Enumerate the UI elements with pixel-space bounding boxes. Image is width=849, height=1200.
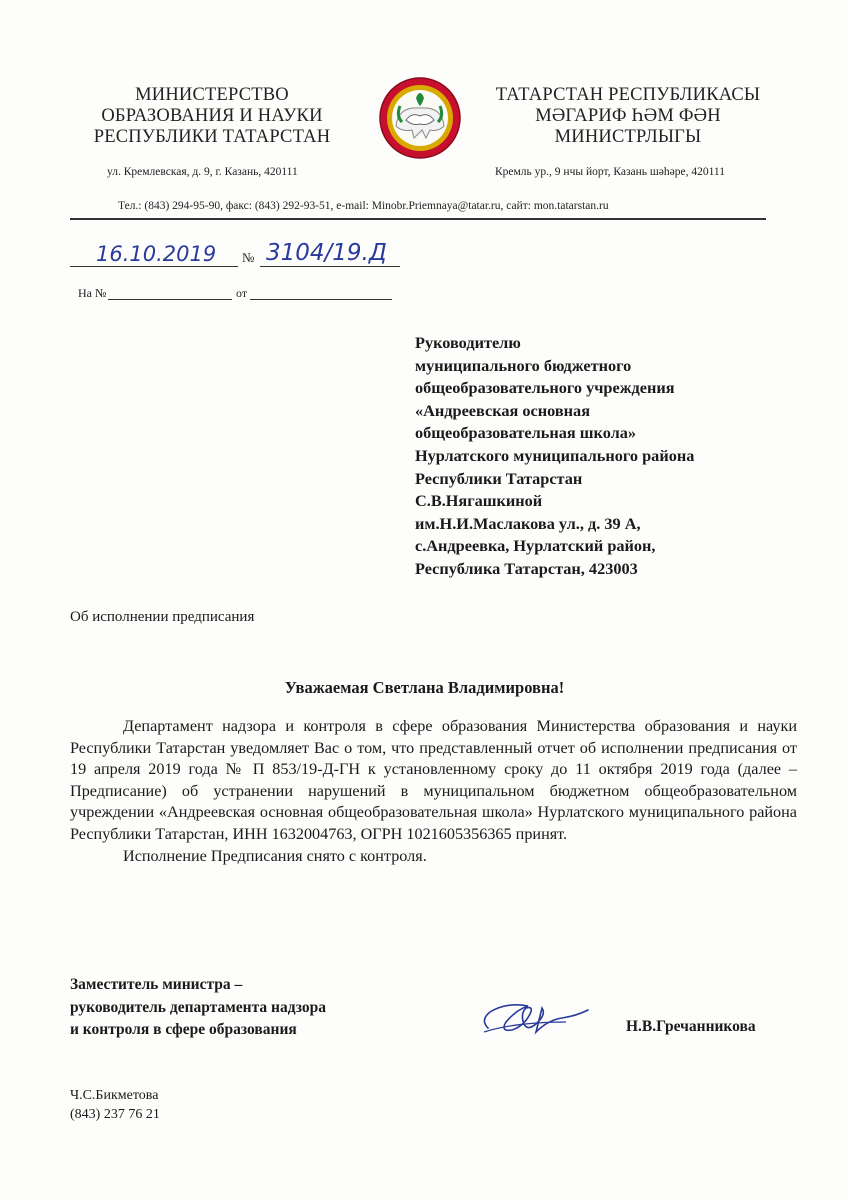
handwritten-signature-icon (476, 992, 596, 1042)
recipient-line: Нурлатского муниципального района (415, 445, 695, 465)
address-tt: Кремль ур., 9 нчы йорт, Казань шәһәре, 420111 (495, 166, 725, 178)
date-underline (70, 266, 238, 267)
ministry-title-ru (82, 85, 342, 148)
executor-block (70, 1086, 160, 1124)
body-paragraph: Департамент надзора и контроля в сфере образования Министерства образования и науки Республики Татарстан уведомляет Вас о том, что представленный отчет об исполнении предписания от 19 апреля 2019 года № П 853/19-Д-ГН к установленному сроку до 11 октября 2019 года (далее – Предписание) об устранении нарушений в муниципальном бюджетном общеобразовательном учреждении «Андреевская основная общеобразовательная школа» Нурлатского муниципального района Республики Татарстан, ИНН 1632004763, ОГРН 1021605356365 принят. (70, 717, 797, 843)
ref-underline (108, 299, 232, 300)
recipient-line: общеобразовательная школа» (415, 423, 637, 443)
ministry-title-tt-line: ТАТАРСТАН РЕСПУБЛИКАСЫ (495, 85, 761, 105)
ministry-title-tt-line: МИНИСТРЛЫГЫ (554, 127, 702, 147)
header-divider (70, 218, 766, 220)
number-underline (260, 266, 400, 267)
recipient-line: общеобразовательного учреждения (415, 378, 675, 398)
ref-label: На № (78, 286, 107, 300)
ministry-title-tt-line: МӘГАРИФ ҺӘМ ФӘН (535, 106, 721, 126)
signatory-title-line: руководитель департамента надзора (70, 998, 326, 1016)
ministry-title-ru-line: РЕСПУБЛИКИ ТАТАРСТАН (93, 127, 331, 147)
signatory-name: Н.В.Гречанникова (626, 1018, 756, 1035)
executor-name: Ч.С.Бикметова (70, 1088, 159, 1103)
recipient-block (415, 332, 694, 581)
salutation: Уважаемая Светлана Владимировна! (284, 678, 565, 697)
signatory-title-line: Заместитель министра – (70, 976, 243, 993)
body-paragraph: Исполнение Предписания снято с контроля. (123, 846, 427, 865)
number-sign: № (242, 250, 255, 265)
recipient-line: им.Н.И.Маслакова ул., д. 39 А, (415, 513, 641, 533)
recipient-line: Республики Татарстан (415, 468, 583, 488)
signatory-title (70, 974, 326, 1042)
ref-from: от (236, 286, 248, 300)
signatory-title-line: и контроля в сфере образования (70, 1021, 297, 1038)
recipient-line: С.В.Нягашкиной (415, 491, 543, 511)
recipient-line: Республика Татарстан, 423003 (415, 558, 638, 578)
ministry-title-tt (480, 85, 776, 148)
registration-line (70, 242, 410, 270)
registration-date: 16.10.2019 (96, 242, 217, 266)
registration-number: 3104/19.Д (266, 240, 387, 266)
ref-from-underline (250, 299, 392, 300)
executor-phone: (843) 237 76 21 (70, 1107, 160, 1122)
recipient-line: с.Андреевка, Нурлатский район, (415, 536, 656, 556)
recipient-line: «Андреевская основная (415, 400, 590, 420)
reference-line (78, 286, 398, 302)
recipient-line: муниципального бюджетного (415, 355, 632, 375)
tatarstan-coat-of-arms-icon (378, 76, 462, 160)
contact-line: Тел.: (843) 294-95-90, факс: (843) 292-93-51, e-mail: Minobr.Priemnaya@tatar.ru, сайт: mon.tatarstan.ru (118, 200, 609, 212)
address-ru: ул. Кремлевская, д. 9, г. Казань, 420111 (107, 166, 298, 178)
letter-body (70, 716, 797, 867)
recipient-line: Руководителю (415, 333, 521, 352)
subject-line: Об исполнении предписания (70, 609, 255, 625)
ministry-title-ru-line: МИНИСТЕРСТВО (135, 85, 289, 105)
ministry-title-ru-line: ОБРАЗОВАНИЯ И НАУКИ (101, 106, 323, 126)
